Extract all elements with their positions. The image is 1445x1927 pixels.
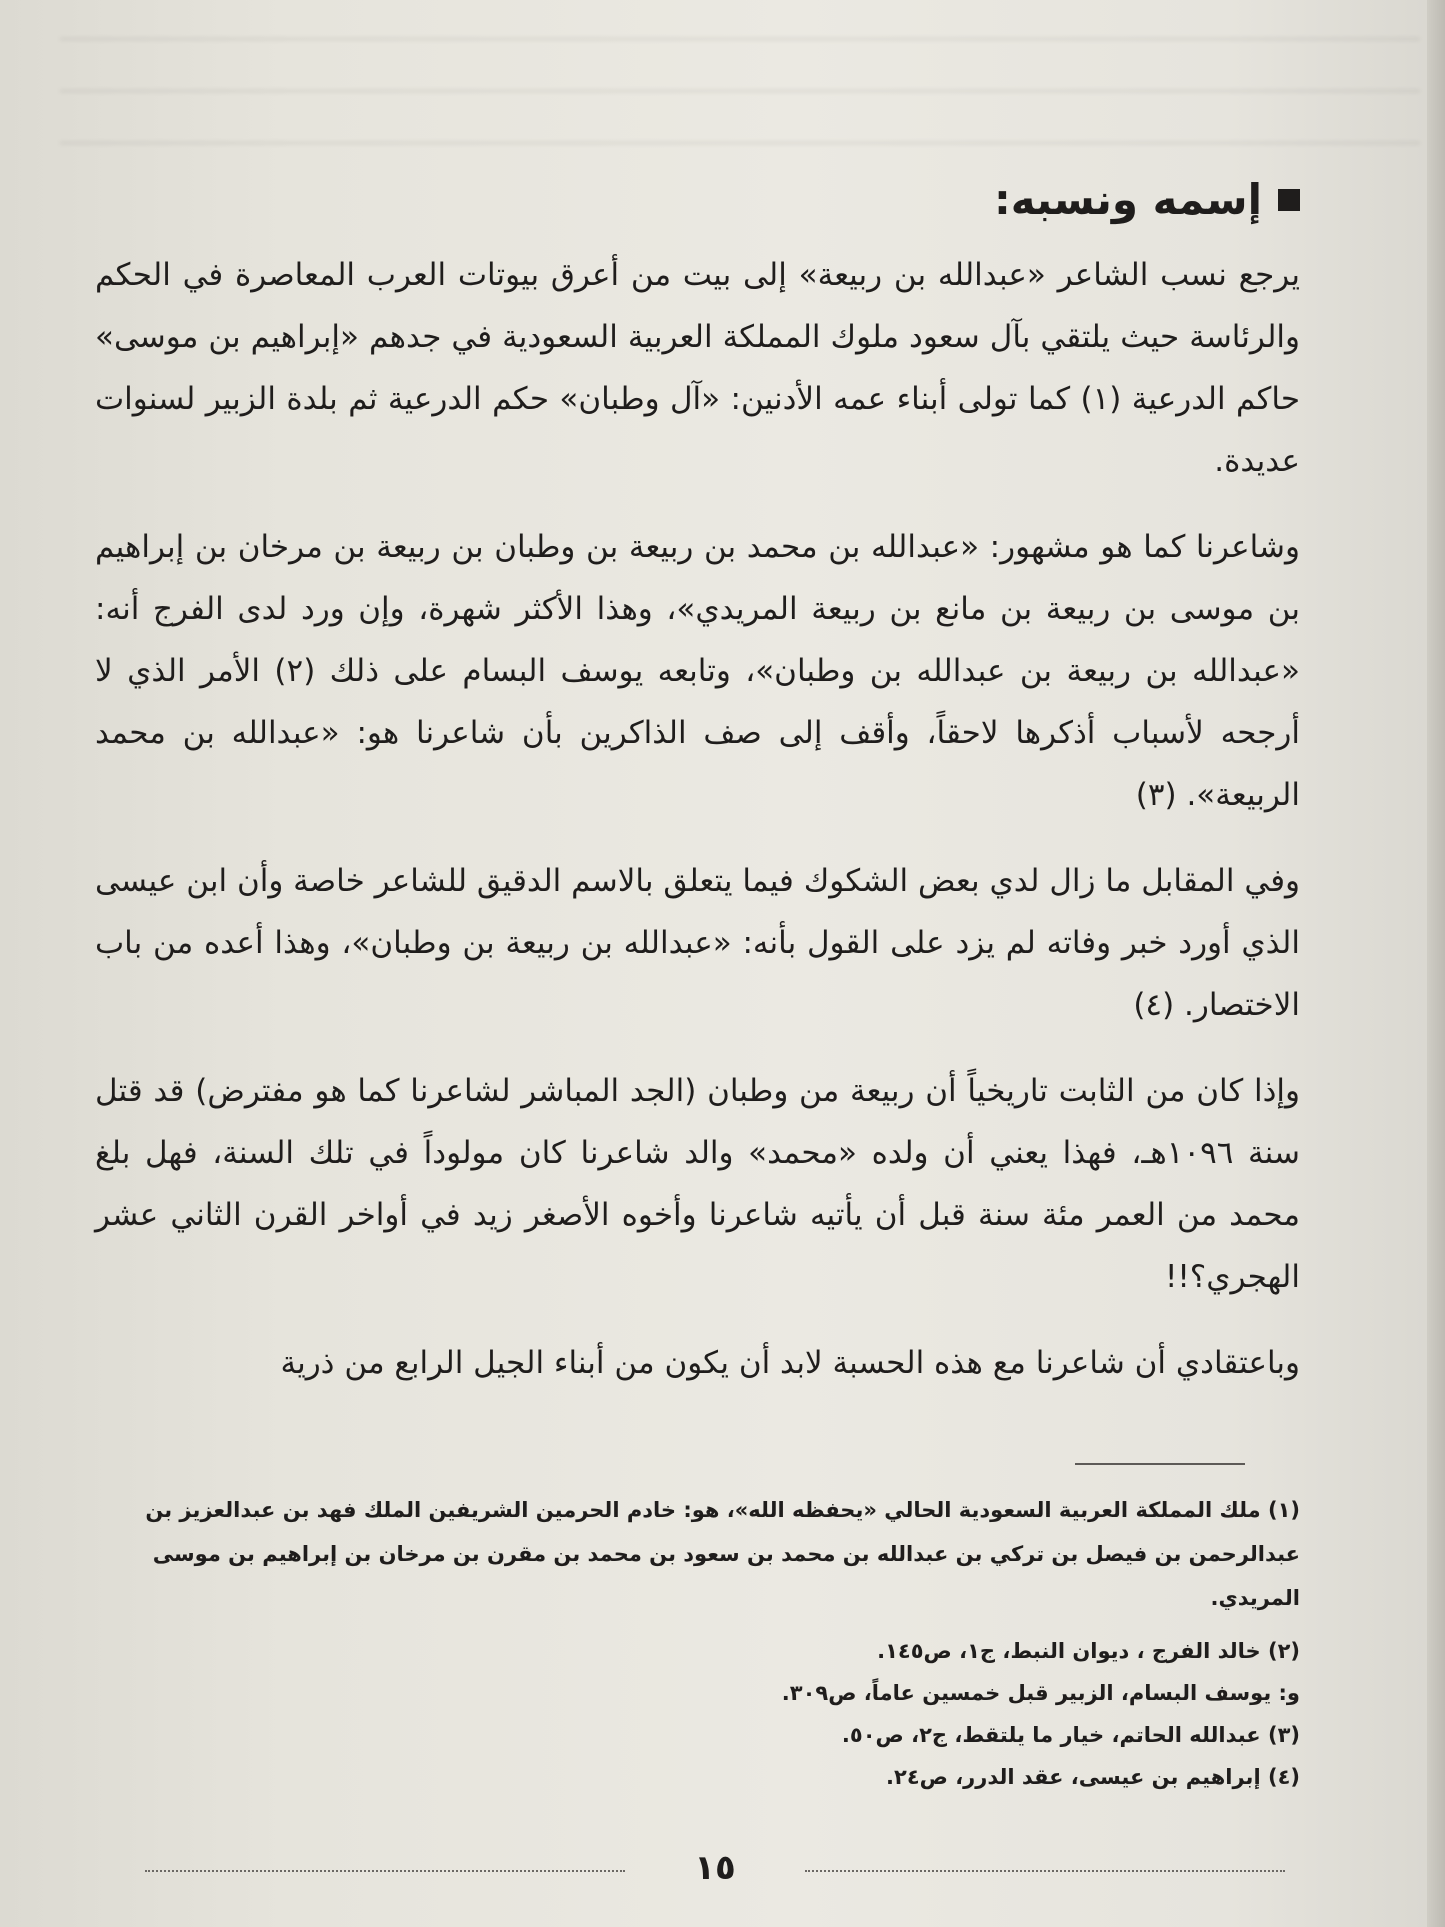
paragraph-1: يرجع نسب الشاعر «عبدالله بن ربيعة» إلى بيت من أعرق بيوتات العرب المعاصرة في الحكم والرئاسة حيث يلتقي بآل سعود ملوك المملكة العربية السعودية في جدهم «إبراهيم بن موسى» حاكم الدرعية (١) كما تولى أبناء عمه الأدنين: «آل وطبان» حكم الدرعية ثم بلدة الزبير لسنوات عديدة. — [95, 257, 1300, 479]
paragraph-3: وفي المقابل ما زال لدي بعض الشكوك فيما يتعلق بالاسم الدقيق للشاعر خاصة وأن ابن عيسى الذي أورد خبر وفاته لم يزد على القول بأنه: «عبدالله بن ربيعة بن وطبان»، وهذا أعده من باب الاختصار. (٤) — [95, 863, 1300, 1023]
footnote-2b: و: يوسف البسام، الزبير قبل خمسين عاماً، ص٣٠٩. — [781, 1681, 1300, 1705]
footnote-4: (٤) إبراهيم بن عيسى، عقد الدرر، ص٢٤. — [886, 1765, 1300, 1789]
section-heading-title: إسمه ونسبه: — [994, 175, 1262, 224]
main-text — [95, 175, 1300, 1394]
paragraph-2: وشاعرنا كما هو مشهور: «عبدالله بن محمد بن ربيعة بن وطبان بن ربيعة بن مرخان بن إبراهيم بن موسى بن ربيعة بن مانع بن ربيعة المريدي»، وهذا الأكثر شهرة، وإن ورد لدى الفرج أنه: «عبدالله بن ربيعة بن عبدالله بن وطبان»، وتابعه يوسف البسام على ذلك (٢) الأمر الذي لا أرجحه لأسباب أذكرها لاحقاً، وأقف إلى صف الذاكرين بأن شاعرنا هو: «عبدالله بن محمد الربيعة». (٣) — [95, 529, 1300, 813]
page-edge-shadow — [1427, 0, 1445, 1927]
paragraph-5: وباعتقادي أن شاعرنا مع هذه الحسبة لابد أن يكون من أبناء الجيل الرابع من ذرية — [280, 1345, 1300, 1381]
square-bullet-icon — [1278, 189, 1300, 211]
footnote-3: (٣) عبدالله الحاتم، خيار ما يلتقط، ج٢، ص٥٠. — [841, 1723, 1300, 1747]
footnote-2: (٢) خالد الفرج ، ديوان النبط، ج١، ص١٤٥. — [877, 1639, 1300, 1663]
footnotes — [95, 1488, 1300, 1798]
footnote-1: (١) ملك المملكة العربية السعودية الحالي «يحفظه الله»، هو: خادم الحرمين الشريفين الملك فهد بن عبدالعزيز بن عبدالرحمن بن فيصل بن تركي بن عبدالله بن محمد بن سعود بن محمد بن مقرن بن مرخان بن إبراهيم بن موسى المريدي. — [145, 1498, 1300, 1610]
page-footer — [145, 1848, 1285, 1908]
footnote-divider — [1075, 1463, 1245, 1465]
page-number: ١٥ — [694, 1848, 736, 1888]
paragraph-4: وإذا كان من الثابت تاريخياً أن ربيعة من وطبان (الجد المباشر لشاعرنا كما هو مفترض) قد قتل سنة ١٠٩٦هـ، فهذا يعني أن ولده «محمد» والد شاعرنا كان مولوداً في تلك السنة، فهل بلغ محمد من العمر مئة سنة قبل أن يأتيه شاعرنا وأخوه الأصغر زيد في أواخر القرن الثاني عشر الهجري؟!! — [95, 1073, 1300, 1295]
section-heading — [95, 175, 1300, 224]
bleed-through-text — [60, 0, 1420, 180]
footer-dotted-line-left — [145, 1870, 625, 1872]
footer-dotted-line-right — [805, 1870, 1285, 1872]
